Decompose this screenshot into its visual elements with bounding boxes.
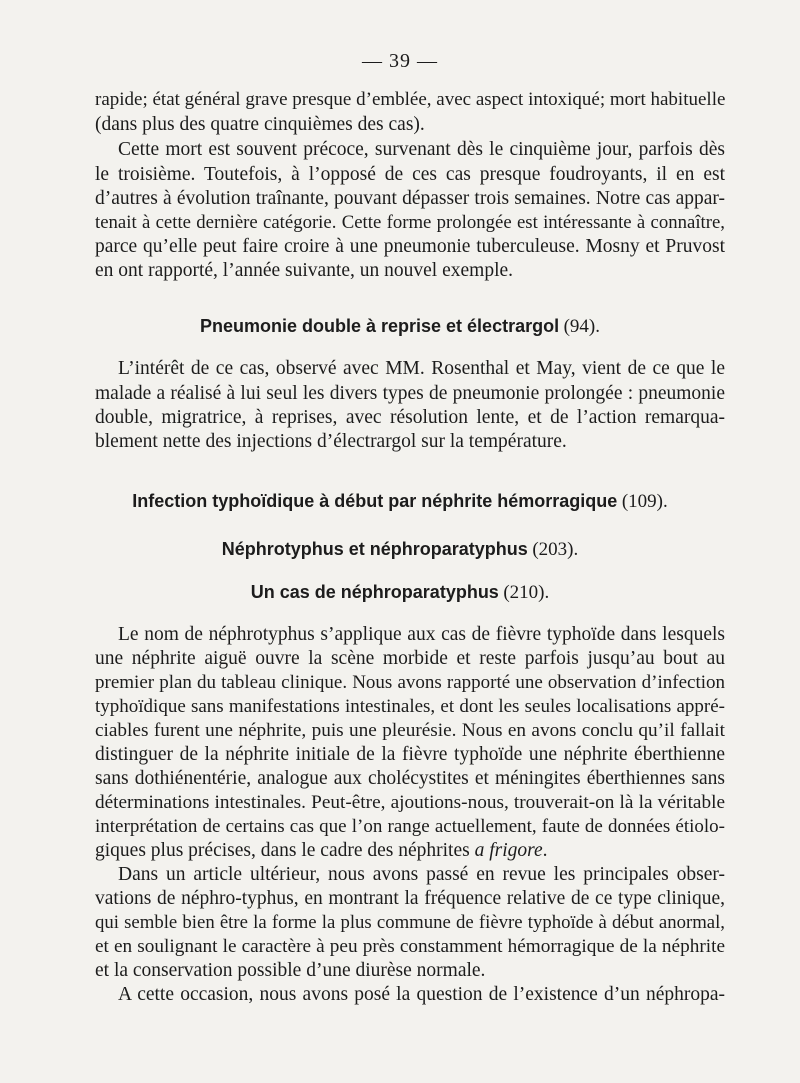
- heading-title: Néphrotyphus et néphroparatyphus: [221, 539, 528, 559]
- text-line: premier plan du tableau clinique. Nous avons rapporté une observation d’infection: [95, 672, 725, 693]
- text-line: malade a réalisé à lui seul les divers types de pneumonie prolongée : pneumonie: [95, 383, 725, 404]
- text-line: déterminations intestinales. Peut-être, ajoutions-nous, trouverait-on là la véritable: [95, 792, 725, 813]
- text-line: (dans plus des quatre cinquièmes des cas).: [95, 114, 425, 135]
- text-fragment: giques plus précises, dans le cadre des néphrites: [95, 840, 470, 861]
- section-heading-infection-typhoidique: [0, 489, 800, 514]
- text-line: parce qu’elle peut faire croire à une pneumonie tuberculeuse. Mosny et Pruvost: [95, 236, 725, 257]
- text-fragment: .: [542, 840, 548, 861]
- heading-title: Pneumonie double à reprise et électrargol: [199, 316, 560, 336]
- heading-reference: (210).: [503, 582, 550, 603]
- section-heading-pneumonie: [0, 314, 800, 339]
- text-line: vations de néphro-typhus, en montrant la fréquence relative de ce type clinique,: [95, 888, 725, 909]
- text-line: [95, 838, 725, 863]
- text-line: tenait à cette dernière catégorie. Cette forme prolongée est intéressante à connaître,: [95, 212, 725, 233]
- text-line: qui semble bien être la forme la plus commune de fièvre typhoïde à début anormal,: [95, 912, 725, 933]
- text-line: rapide; état général grave presque d’emblée, avec aspect intoxiqué; mort habituelle: [95, 89, 726, 110]
- page-number: — 39 —: [362, 50, 438, 72]
- text-line: double, migratrice, à reprises, avec résolution lente, et de l’action remarqua-: [95, 407, 725, 428]
- text-line: Cette mort est souvent précoce, survenant dès le cinquième jour, parfois dès: [118, 139, 725, 160]
- text-line: typhoïdique sans manifestations intestinales, et dont les seules localisations appré-: [95, 696, 725, 717]
- text-line: Le nom de néphrotyphus s’applique aux cas de fièvre typhoïde dans lesquels: [118, 624, 725, 645]
- italic-term: a frigore: [474, 840, 543, 861]
- text-line: sans dothiénentérie, analogue aux cholécystites et méningites éberthiennes sans: [95, 768, 725, 789]
- text-line: ciables furent une néphrite, puis une pleurésie. Nous en avons conclu qu’il fallait: [95, 720, 725, 741]
- text-line: en ont rapporté, l’année suivante, un nouvel exemple.: [95, 260, 514, 281]
- text-line: L’intérêt de ce cas, observé avec MM. Rosenthal et May, vient de ce que le: [118, 358, 725, 379]
- text-line: le troisième. Toutefois, à l’opposé de ces cas presque foudroyants, il en est: [95, 164, 725, 185]
- text-line: et la conservation possible d’une diurèse normale.: [95, 960, 486, 981]
- heading-reference: (109).: [621, 491, 668, 512]
- heading-reference: (203).: [532, 539, 579, 560]
- text-line: blement nette des injections d’électrargol sur la température.: [95, 431, 567, 452]
- heading-reference: (94).: [563, 316, 600, 337]
- heading-title: Un cas de néphroparatyphus: [250, 582, 499, 602]
- section-heading-nephroparatyphus: [0, 580, 800, 605]
- text-line: A cette occasion, nous avons posé la question de l’existence d’un néphropa-: [118, 984, 725, 1005]
- heading-title: Infection typhoïdique à début par néphrite hémorragique: [132, 491, 618, 511]
- text-line: interprétation de certains cas que l’on range actuellement, faute de données étiolo-: [95, 816, 725, 837]
- text-line: distinguer de la néphrite initiale de la fièvre typhoïde une néphrite éberthienne: [95, 744, 725, 765]
- text-line: et en soulignant le caractère à peu près constamment hémorragique de la néphrite: [95, 936, 725, 957]
- section-heading-nephrotyphus: [0, 537, 800, 562]
- text-line: une néphrite aiguë ouvre la scène morbide et reste parfois jusqu’au bout au: [95, 648, 725, 669]
- text-line: d’autres à évolution traînante, pouvant dépasser trois semaines. Notre cas appar-: [95, 188, 725, 209]
- text-line: Dans un article ultérieur, nous avons passé en revue les principales obser-: [118, 864, 725, 885]
